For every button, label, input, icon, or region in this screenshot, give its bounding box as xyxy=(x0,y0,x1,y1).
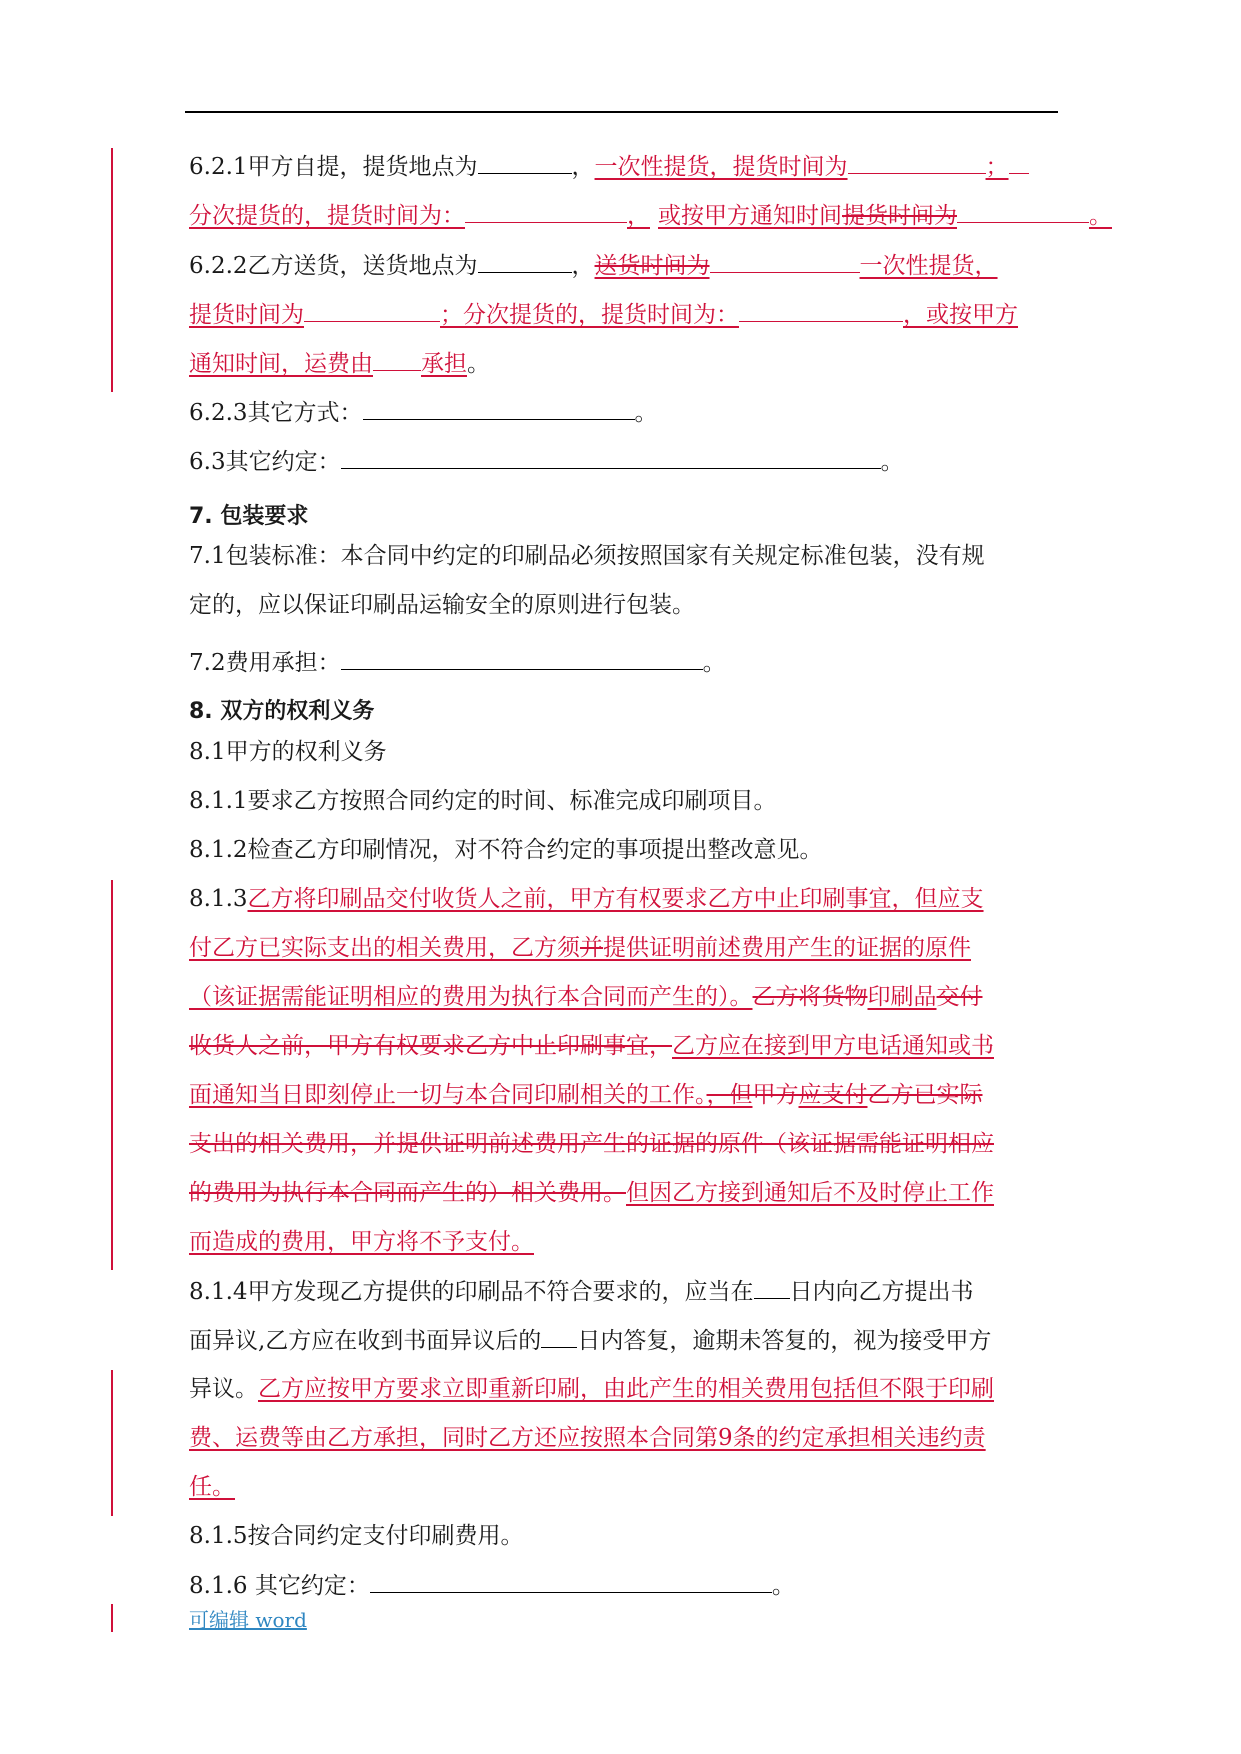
inserted-text: 或按甲方通知时间 xyxy=(658,203,842,229)
deleted-text: 提货时间为 xyxy=(842,203,957,229)
header-rule xyxy=(185,111,1058,113)
inserted-text: 费、运费等由乙方承担，同时乙方还应按照本合同第9条的约定承担相关违约责 xyxy=(189,1425,986,1451)
deleted-text: 乙方将货物 xyxy=(752,984,868,1010)
text: 。 xyxy=(634,400,658,426)
clause-6-2-2-line1 xyxy=(189,250,998,281)
inserted-text: 提供证明前述费用产生的证据的原件 xyxy=(603,935,971,961)
inserted-text: 分次提货的，提货时间为： xyxy=(189,203,465,229)
blank-field[interactable] xyxy=(957,200,1089,223)
deleted-text: 交付 xyxy=(936,984,983,1010)
deleted-text: 送货时间为 xyxy=(594,253,710,279)
deleted-text: 乙方已实际 xyxy=(867,1082,983,1108)
inserted-text: ，或按甲方 xyxy=(903,302,1018,328)
text: 。 xyxy=(771,1573,795,1599)
blank-field[interactable] xyxy=(465,200,627,223)
deleted-text: 甲方 xyxy=(752,1082,799,1108)
clause-8-1-3-line1 xyxy=(189,884,984,914)
inserted-text: 任。 xyxy=(189,1474,235,1500)
blank-field[interactable] xyxy=(710,250,860,273)
clause-8-1-4-line4 xyxy=(189,1423,986,1453)
change-bar xyxy=(111,1604,113,1632)
text: 8.1.6 其它约定： xyxy=(189,1573,370,1599)
deleted-text: 应支付 xyxy=(798,1082,868,1108)
inserted-text: 印刷品 xyxy=(867,984,937,1010)
text: 日内向乙方提出书 xyxy=(789,1279,974,1305)
blank-field[interactable] xyxy=(373,348,421,371)
text: 。 xyxy=(702,650,726,676)
blank-field[interactable] xyxy=(341,446,881,469)
clause-6-2-2-line3 xyxy=(189,348,490,379)
section-heading-8: 8. 双方的权利义务 xyxy=(189,699,375,724)
inserted-text: 乙方应在接到甲方电话通知或书 xyxy=(672,1033,994,1059)
clause-8-1-6 xyxy=(189,1570,795,1601)
deleted-text: ，但 xyxy=(706,1082,753,1108)
text: 日内答复，逾期未答复的，视为接受甲方 xyxy=(577,1328,992,1354)
inserted-text: ； xyxy=(985,154,1009,180)
text: 8.1.3 xyxy=(189,886,248,912)
inserted-text: 而造成的费用，甲方将不予支付。 xyxy=(189,1229,534,1255)
editable-word-link[interactable]: 可编辑 word xyxy=(189,1608,307,1632)
inserted-text: 一次性提货，提货时间为 xyxy=(594,154,848,180)
blank-field[interactable] xyxy=(754,1276,790,1299)
text: ， xyxy=(571,154,595,180)
clause-8-1-3-line7 xyxy=(189,1178,994,1208)
deleted-text: 收货人之前，甲方有权要求乙方中止印刷事宜， xyxy=(189,1033,672,1059)
inserted-text: 乙方应按甲方要求立即重新印刷，由此产生的相关费用包括但不限于印刷 xyxy=(258,1376,994,1402)
blank-field[interactable] xyxy=(341,647,703,670)
clause-8-1: 8.1甲方的权利义务 xyxy=(189,739,387,765)
deleted-text: 支出的相关费用，并提供证明前述费用产生的证据的原件（该证据需能证明相应 xyxy=(189,1131,994,1157)
text: 8.1.4甲方发现乙方提供的印刷品不符合要求的，应当在 xyxy=(189,1279,754,1305)
clause-8-1-1: 8.1.1要求乙方按照合同约定的时间、标准完成印刷项目。 xyxy=(189,788,777,814)
blank-field[interactable] xyxy=(370,1570,772,1593)
clause-8-1-3-line4 xyxy=(189,1031,994,1061)
clause-6-2-1-line2 xyxy=(189,200,1112,231)
inserted-text: 承担 xyxy=(421,351,467,377)
text: 6.2.3其它方式： xyxy=(189,400,363,426)
inserted-text: 付乙方已实际支出的相关费用，乙方须 xyxy=(189,935,580,961)
clause-8-1-5: 8.1.5按合同约定支付印刷费用。 xyxy=(189,1523,524,1549)
change-bar xyxy=(111,148,113,392)
inserted-text: ， xyxy=(627,203,650,229)
clause-6-2-2-line2 xyxy=(189,299,1018,330)
clause-8-1-4-line1 xyxy=(189,1276,974,1307)
text: 。 xyxy=(880,449,904,475)
blank-field[interactable] xyxy=(304,299,440,322)
inserted-text: 面通知当日即刻停止一切与本合同印刷相关的工作。 xyxy=(189,1082,707,1108)
inserted-text: ；分次提货的，提货时间为： xyxy=(440,302,739,328)
inserted-text: 。 xyxy=(1089,203,1112,229)
blank-field[interactable] xyxy=(363,397,635,420)
inserted-text: 提货时间为 xyxy=(189,302,304,328)
text: ， xyxy=(571,253,595,279)
change-bar xyxy=(111,880,113,1270)
text: 6.2.2乙方送货，送货地点为 xyxy=(189,253,478,279)
inserted-text: 通知时间，运费由 xyxy=(189,351,373,377)
clause-8-1-3-line5 xyxy=(189,1080,983,1110)
clause-7-1-line1: 7.1包装标准：本合同中约定的印刷品必须按照国家有关规定标准包装，没有规 xyxy=(189,543,985,569)
clause-8-1-2: 8.1.2检查乙方印刷情况，对不符合约定的事项提出整改意见。 xyxy=(189,837,823,863)
clause-6-2-3 xyxy=(189,397,658,428)
clause-8-1-3-line6 xyxy=(189,1129,994,1159)
blank-field[interactable] xyxy=(478,151,572,174)
inserted-text: （该证据需能证明相应的费用为执行本合同而产生的）。 xyxy=(189,984,753,1010)
inserted-text: 乙方将印刷品交付收货人之前，甲方有权要求乙方中止印刷事宜，但应支 xyxy=(247,886,984,912)
text: 。 xyxy=(467,351,490,377)
clause-8-1-4-line2 xyxy=(189,1325,991,1356)
clause-7-2 xyxy=(189,647,726,678)
text: 7.2费用承担： xyxy=(189,650,341,676)
blank-field[interactable] xyxy=(848,151,986,174)
section-heading-7: 7. 包装要求 xyxy=(189,504,309,529)
change-bar xyxy=(111,1370,113,1516)
text: 6.3其它约定： xyxy=(189,449,341,475)
inserted-text: 但因乙方接到通知后不及时停止工作 xyxy=(626,1180,994,1206)
inserted-text: 一次性提货， xyxy=(859,253,998,279)
clause-8-1-3-line3 xyxy=(189,982,983,1012)
clause-6-3 xyxy=(189,446,904,477)
clause-8-1-3-line8 xyxy=(189,1227,534,1257)
text: 面异议,乙方应在收到书面异议后的 xyxy=(189,1328,542,1354)
deleted-text: 并 xyxy=(580,935,603,961)
clause-8-1-4-line5 xyxy=(189,1472,235,1502)
clause-7-1-line2: 定的，应以保证印刷品运输安全的原则进行包装。 xyxy=(189,592,695,618)
blank-field[interactable] xyxy=(739,299,903,322)
blank-field[interactable] xyxy=(478,250,572,273)
clause-8-1-4-line3 xyxy=(189,1374,994,1404)
text: 异议。 xyxy=(189,1376,258,1402)
clause-6-2-1-line1 xyxy=(189,151,1029,182)
deleted-text: 的费用为执行本合同而产生的）相关费用。 xyxy=(189,1180,626,1206)
blank-field[interactable] xyxy=(541,1325,577,1348)
text: 6.2.1甲方自提，提货地点为 xyxy=(189,154,478,180)
clause-8-1-3-line2 xyxy=(189,933,971,963)
blank-field[interactable] xyxy=(1009,151,1029,174)
